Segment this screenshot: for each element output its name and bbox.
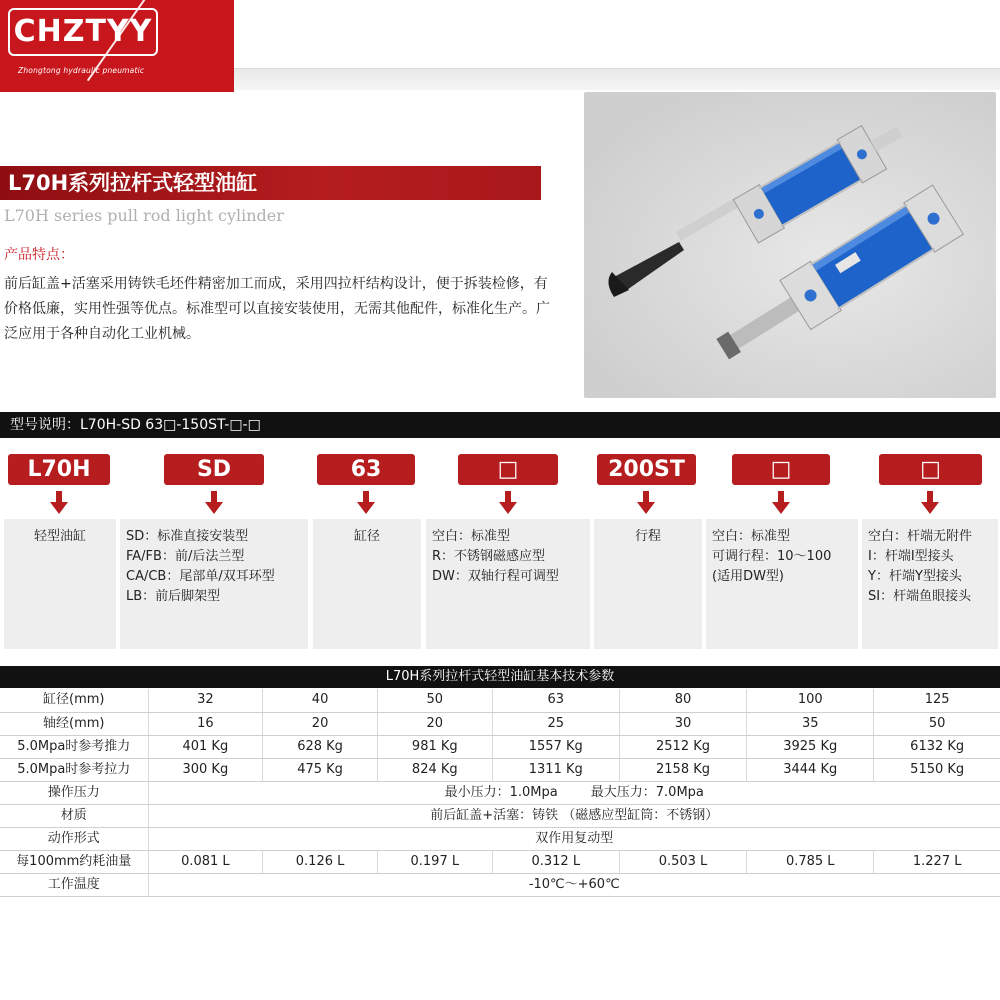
table-cell: 6132 Kg: [874, 735, 1000, 758]
table-cell: 1.227 L: [874, 850, 1000, 873]
desc-rod-end: [862, 519, 998, 649]
product-title: L70H系列拉杆式轻型油缸: [0, 166, 541, 200]
row-label: 每100mm约耗油量: [0, 850, 148, 873]
row-label: 5.0Mpa时参考推力: [0, 735, 148, 758]
desc-series: [4, 519, 116, 649]
desc-line: LB：前后脚架型: [126, 589, 221, 604]
arrow-down-icon: [49, 491, 69, 515]
brand-name: CHZTYY: [8, 8, 158, 56]
desc-line: 轻型油缸: [33, 529, 86, 544]
table-cell: 16: [148, 712, 263, 735]
product-title-en: L70H series pull rod light cylinder: [4, 206, 284, 225]
table-cell: 2512 Kg: [619, 735, 746, 758]
desc-line: 缸径: [353, 529, 380, 544]
table-row: [0, 712, 1000, 735]
table-cell: 628 Kg: [263, 735, 378, 758]
table-cell: 475 Kg: [263, 758, 378, 781]
code-option: □: [458, 454, 558, 485]
desc-line: SI：杆端鱼眼接头: [868, 589, 972, 604]
desc-line: FA/FB：前/后法兰型: [126, 549, 245, 564]
code-rod-end: □: [879, 454, 982, 485]
page-header: [0, 0, 1000, 92]
desc-line: CA/CB：尾部单/双耳环型: [126, 569, 275, 584]
table-cell: 3444 Kg: [747, 758, 874, 781]
table-cell: 双作用复动型: [148, 827, 1000, 850]
table-cell: 前后缸盖+活塞：铸铁 （磁感应型缸筒：不锈钢）: [148, 804, 1000, 827]
header-band: [234, 68, 1000, 90]
table-row: [0, 735, 1000, 758]
desc-line: 空白：标准型: [432, 529, 511, 544]
row-label: 缸径(mm): [0, 689, 148, 712]
table-cell: 0.126 L: [263, 850, 378, 873]
code-adjust: □: [732, 454, 830, 485]
desc-line: 行程: [634, 529, 661, 544]
table-cell: 0.081 L: [148, 850, 263, 873]
desc-line: SD：标准直接安装型: [126, 529, 249, 544]
table-cell: 0.312 L: [492, 850, 619, 873]
table-cell: 981 Kg: [377, 735, 492, 758]
table-cell: 25: [492, 712, 619, 735]
table-cell: 0.503 L: [619, 850, 746, 873]
table-cell: 2158 Kg: [619, 758, 746, 781]
code-stroke: 200ST: [597, 454, 696, 485]
desc-line: I：杆端I型接头: [868, 549, 954, 564]
table-cell: 63: [492, 689, 619, 712]
table-cell: 300 Kg: [148, 758, 263, 781]
table-cell: 20: [263, 712, 378, 735]
table-cell: 5150 Kg: [874, 758, 1000, 781]
desc-line: DW：双轴行程可调型: [432, 569, 559, 584]
features-text: 前后缸盖+活塞采用铸铁毛坯件精密加工而成，采用四拉杆结构设计，便于拆装检修，有价格低廉，实用性强等优点。标准型可以直接安装使用，无需其他配件，标准化生产。广泛应用于各种自动化工业机械。: [4, 276, 550, 342]
model-code-bar: 型号说明：L70H-SD 63□-150ST-□-□: [0, 412, 1000, 438]
table-row: [0, 850, 1000, 873]
arrow-down-icon: [204, 491, 224, 515]
table-cell: 50: [874, 712, 1000, 735]
table-row: [0, 781, 1000, 804]
table-cell: 50: [377, 689, 492, 712]
row-label: 操作压力: [0, 781, 148, 804]
desc-stroke: [594, 519, 702, 649]
table-cell: 824 Kg: [377, 758, 492, 781]
code-series: L70H: [8, 454, 110, 485]
desc-line: Y：杆端Y型接头: [868, 569, 962, 584]
table-row: [0, 804, 1000, 827]
features-label: 产品特点：: [4, 247, 74, 263]
desc-adjust: [706, 519, 858, 649]
desc-line: 可调行程：10～100: [712, 549, 832, 564]
table-cell: 最小压力：1.0Mpa 最大压力：7.0Mpa: [148, 781, 1000, 804]
table-row: [0, 827, 1000, 850]
table-row: [0, 689, 1000, 712]
code-bore: 63: [317, 454, 415, 485]
table-cell: 40: [263, 689, 378, 712]
table-cell: 1557 Kg: [492, 735, 619, 758]
arrow-down-icon: [356, 491, 376, 515]
table-cell: 0.197 L: [377, 850, 492, 873]
table-cell: 30: [619, 712, 746, 735]
table-cell: 1311 Kg: [492, 758, 619, 781]
brand-subtitle: Zhongtong hydraulic pneumatic: [18, 66, 145, 75]
product-photo: [584, 92, 996, 398]
table-row: [0, 758, 1000, 781]
row-label: 材质: [0, 804, 148, 827]
table-cell: 0.785 L: [747, 850, 874, 873]
table-cell: 20: [377, 712, 492, 735]
arrow-down-icon: [920, 491, 940, 515]
desc-line: R：不锈钢磁感应型: [432, 549, 546, 564]
arrow-down-icon: [636, 491, 656, 515]
table-row: [0, 873, 1000, 896]
table-cell: 3925 Kg: [747, 735, 874, 758]
row-label: 工作温度: [0, 873, 148, 896]
arrow-down-icon: [771, 491, 791, 515]
table-cell: 125: [874, 689, 1000, 712]
desc-line: 空白：标准型: [712, 529, 791, 544]
row-label: 轴经(mm): [0, 712, 148, 735]
code-mount: SD: [164, 454, 264, 485]
spec-table: [0, 689, 1000, 897]
table-cell: 32: [148, 689, 263, 712]
desc-option: [426, 519, 590, 649]
table-cell: 100: [747, 689, 874, 712]
desc-line: 空白：杆端无附件: [868, 529, 973, 544]
brand-logo: [0, 0, 234, 92]
table-cell: -10℃～+60℃: [148, 873, 1000, 896]
cylinder-illustration: [584, 92, 996, 398]
arrow-down-icon: [498, 491, 518, 515]
spec-table-title: L70H系列拉杆式轻型油缸基本技术参数: [0, 666, 1000, 688]
desc-bore: [313, 519, 421, 649]
desc-line: (适用DW型): [712, 569, 785, 584]
table-cell: 35: [747, 712, 874, 735]
row-label: 5.0Mpa时参考拉力: [0, 758, 148, 781]
desc-mount: [120, 519, 308, 649]
row-label: 动作形式: [0, 827, 148, 850]
table-cell: 80: [619, 689, 746, 712]
table-cell: 401 Kg: [148, 735, 263, 758]
